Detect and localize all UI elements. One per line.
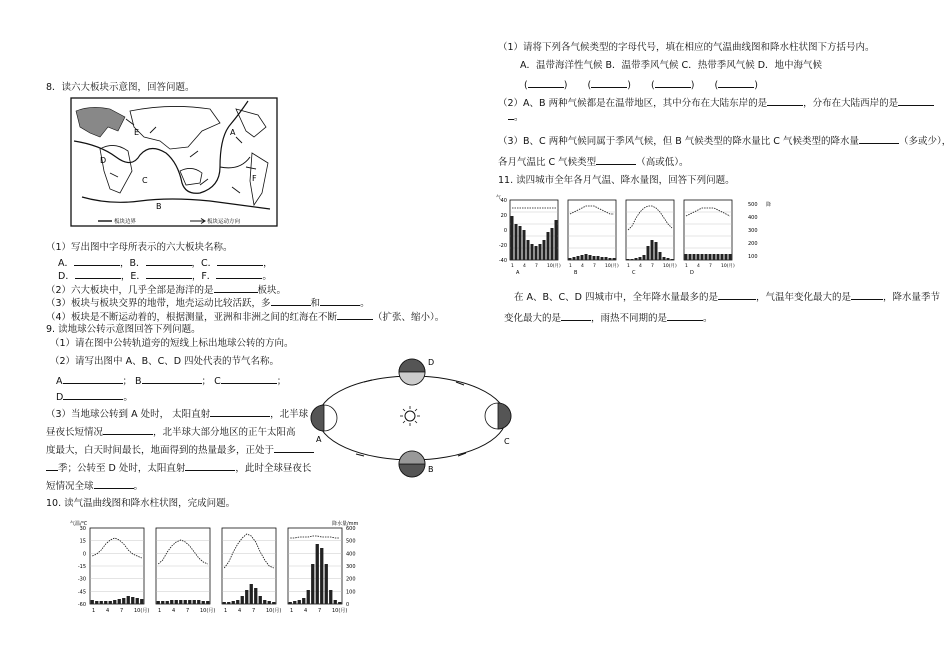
precip-bar	[127, 596, 130, 604]
orbit-label-B: B	[428, 465, 434, 474]
precip-bar	[721, 254, 724, 260]
precip-bar	[100, 601, 103, 604]
precip-bar	[627, 259, 630, 260]
precip-bar	[535, 246, 538, 260]
precip-bar	[685, 254, 688, 260]
precip-bar	[307, 590, 310, 604]
q9-s2: （2）请写出图中 A、B、C、D 四处代表的节气名称。	[50, 356, 280, 367]
precip-bar	[635, 258, 638, 260]
month-tick: 4	[106, 608, 110, 614]
month-tick: 4	[581, 264, 584, 269]
city-label: B	[574, 270, 578, 276]
month-tick: 7	[252, 608, 256, 614]
precip-bar	[651, 240, 654, 260]
temp-tick: -40	[498, 258, 507, 264]
orbit-label-C: C	[504, 437, 510, 446]
precip-bar	[531, 244, 534, 260]
precip-bar	[254, 588, 257, 604]
precip-bar	[157, 601, 160, 604]
temp-curve	[92, 538, 142, 558]
precip-bar	[667, 258, 670, 260]
blank[interactable]	[271, 296, 311, 306]
precip-bar	[95, 601, 98, 604]
axis-title-prec: 降	[766, 202, 772, 208]
month-tick: 10(月)	[332, 608, 348, 614]
precip-bar	[136, 598, 139, 604]
month-tick: 10(月)	[547, 264, 561, 269]
prec-tick: 400	[346, 551, 356, 558]
q9-s1: （1）请在图中公转轨道旁的短线上标出地球公转的方向。	[50, 338, 294, 349]
chart-panel	[568, 200, 616, 260]
precip-bar	[589, 255, 592, 260]
blank[interactable]	[63, 374, 123, 384]
precip-bar	[655, 242, 658, 260]
q8-title: 8．读六大板块示意图，回答问题。	[46, 82, 195, 93]
q9-title: 9. 读地球公转示意图回答下列问题。	[46, 324, 201, 335]
temp-tick: 20	[500, 213, 507, 219]
precip-bar	[302, 598, 305, 604]
precip-bar	[202, 601, 205, 604]
precip-bar	[539, 244, 542, 260]
precip-bar	[170, 600, 173, 604]
blank[interactable]	[337, 310, 373, 320]
q9-row-d: D 。	[56, 392, 133, 403]
earth-orbit-figure	[308, 352, 520, 484]
chart-panel	[684, 200, 732, 260]
precip-bar	[543, 240, 546, 260]
month-tick: 10(月)	[721, 264, 735, 269]
q8-row2: D． ，E． ，F． 。	[58, 271, 272, 282]
blank[interactable]	[851, 290, 883, 300]
precip-bar	[113, 600, 116, 604]
precip-bar	[511, 216, 514, 260]
month-tick: 1	[290, 608, 294, 614]
month-tick: 10(月)	[663, 264, 677, 269]
q10-s2-end: 。	[508, 110, 524, 124]
month-tick: 10(月)	[134, 608, 150, 614]
precip-bar	[581, 255, 584, 260]
precip-bar	[206, 601, 209, 604]
month-tick: 1	[569, 264, 572, 269]
map-label-C: C	[142, 176, 148, 185]
month-tick: 10(月)	[605, 264, 619, 269]
precip-bar	[122, 598, 125, 604]
q9-s3-line3: 度最大，白天时间最长，地面得到的热量最多，正处于	[46, 443, 314, 457]
precip-bar	[647, 246, 650, 260]
month-tick: 7	[318, 608, 322, 614]
q10-options: A．温带海洋性气候 B．温带季风气候 C．热带季风气候 D．地中海气候	[520, 60, 823, 71]
blank[interactable]	[217, 256, 263, 266]
q10-climate-charts	[70, 518, 362, 624]
precip-bar	[705, 254, 708, 260]
precip-bar	[717, 254, 720, 260]
axis-title-prec: 降水量/mm	[332, 521, 359, 527]
precip-bar	[334, 600, 337, 604]
prec-tick: 500	[748, 202, 758, 208]
precip-bar	[527, 240, 530, 260]
precip-bar	[713, 254, 716, 260]
precip-bar	[577, 256, 580, 260]
temp-tick: -20	[498, 243, 507, 249]
blank[interactable]	[859, 134, 899, 144]
precip-bar	[569, 258, 572, 260]
precip-bar	[227, 602, 230, 604]
precip-bar	[241, 596, 244, 604]
precip-bar	[605, 257, 608, 260]
precip-bar	[613, 258, 616, 260]
precip-bar	[250, 584, 253, 604]
q9-s3-line5: 短情况全球 。	[46, 481, 144, 492]
blank[interactable]	[216, 269, 262, 279]
legend-boundary: 板块边界	[114, 219, 137, 225]
prec-tick: 400	[748, 215, 758, 221]
temp-tick: 0	[503, 228, 507, 234]
precip-bar	[161, 601, 164, 604]
blank[interactable]	[94, 479, 134, 489]
precip-bar	[697, 254, 700, 260]
month-tick: 1	[685, 264, 688, 269]
axis-title-temp: 气温/℃	[70, 521, 88, 527]
month-tick: 1	[627, 264, 630, 269]
precip-bar	[585, 254, 588, 260]
q11-s1: 在 A、B、C、D 四城市中，全年降水量最多的是 ，气温年变化最大的是 ，降水量季节	[514, 292, 941, 303]
temp-tick: 15	[79, 538, 86, 545]
temp-curve	[628, 206, 672, 230]
q8-s3: （3）板块与板块交界的地带，地壳运动比较活跃，多 和 。	[46, 298, 370, 309]
q9-s3-line4: 季；公转至 D 处时，太阳直射 ，此时全球昼夜长	[46, 461, 311, 475]
blank[interactable]	[210, 407, 270, 417]
precip-bar	[179, 600, 182, 604]
plate-map-figure	[70, 97, 280, 233]
q9-s3-line2: 昼夜长短情况 ，北半球大部分地区的正午太阳高	[46, 427, 296, 438]
precip-bar	[166, 601, 169, 604]
month-tick: 4	[697, 264, 700, 269]
month-tick: 7	[120, 608, 124, 614]
q10-answer-parens: ( ) ( ) ( ) ( )	[524, 80, 758, 91]
prec-tick: 0	[346, 602, 350, 608]
precip-bar	[188, 600, 191, 604]
blank[interactable]	[146, 269, 192, 279]
precip-bar	[329, 590, 332, 604]
blank[interactable]	[74, 256, 120, 266]
blank[interactable]	[667, 311, 703, 321]
blank[interactable]	[221, 374, 277, 384]
precip-bar	[519, 226, 522, 260]
precip-bar	[663, 257, 666, 260]
blank[interactable]	[142, 374, 202, 384]
precip-bar	[245, 590, 248, 604]
precip-bar	[91, 600, 94, 604]
q10-s2: （2）A、B 两种气候都是在温带地区，其中分布在大陆东岸的是 ，分布在大陆西岸的是	[498, 96, 934, 110]
precip-bar	[109, 601, 112, 604]
precip-bar	[272, 602, 275, 604]
q11-title: 11. 读四城市全年各月气温、降水量图，回答下列问题。	[498, 175, 735, 186]
precip-bar	[523, 230, 526, 260]
precip-bar	[547, 232, 550, 260]
q10-s1: （1）请将下列各气候类型的字母代号，填在相应的气温曲线图和降水柱状图下方括号内。	[498, 42, 875, 53]
precip-bar	[175, 600, 178, 604]
temp-tick: -30	[77, 576, 86, 583]
precip-bar	[325, 564, 328, 604]
month-tick: 4	[172, 608, 176, 614]
map-label-F: F	[252, 174, 257, 183]
q10-title: 10. 读气温曲线图和降水柱状图，完成问题。	[46, 498, 236, 509]
month-tick: 7	[186, 608, 190, 614]
q8-s2: （2）六大板块中，几乎全部是海洋的是 板块。	[46, 285, 287, 296]
prec-tick: 200	[346, 576, 356, 583]
blank[interactable]	[214, 283, 258, 293]
temp-tick: 0	[82, 551, 86, 558]
precip-bar	[338, 602, 341, 604]
month-tick: 4	[238, 608, 242, 614]
precip-bar	[223, 602, 226, 604]
map-label-B: B	[156, 202, 162, 211]
temp-tick: -45	[77, 589, 86, 596]
blank[interactable]	[898, 96, 934, 106]
precip-bar	[184, 600, 187, 604]
blank[interactable]	[320, 296, 360, 306]
orbit-label-A: A	[316, 435, 322, 444]
precip-bar	[131, 597, 134, 604]
precip-bar	[193, 600, 196, 604]
precip-bar	[639, 257, 642, 260]
precip-bar	[555, 220, 558, 260]
blank[interactable]	[596, 155, 636, 165]
prec-tick: 100	[346, 589, 356, 596]
precip-bar	[597, 256, 600, 260]
q10-s3-cont: 各月气温比 C 气候类型 （高或低）。	[498, 157, 689, 168]
month-tick: 7	[651, 264, 654, 269]
temp-tick: 40	[500, 198, 507, 204]
month-tick: 7	[593, 264, 596, 269]
month-tick: 10(月)	[266, 608, 282, 614]
blank[interactable]	[63, 390, 123, 400]
precip-bar	[729, 254, 732, 260]
blank[interactable]	[718, 290, 756, 300]
map-label-E: E	[134, 128, 140, 137]
precip-bar	[289, 602, 292, 604]
prec-tick: 500	[346, 538, 356, 545]
precip-bar	[232, 601, 235, 604]
month-tick: 10(月)	[200, 608, 216, 614]
blank[interactable]	[561, 311, 591, 321]
month-tick: 7	[535, 264, 538, 269]
precip-bar	[709, 254, 712, 260]
precip-bar	[298, 600, 301, 604]
city-label: A	[516, 270, 520, 276]
map-label-A: A	[230, 128, 236, 137]
orbit-label-D: D	[428, 358, 435, 367]
city-label: C	[632, 270, 636, 276]
q11-s2: 变化最大的是 ，雨热不同期的是 。	[504, 313, 713, 324]
q8-row1: A． ，B． ，C． ，	[58, 258, 273, 269]
prec-tick: 600	[346, 526, 356, 532]
prec-tick: 300	[346, 564, 356, 570]
precip-bar	[551, 228, 554, 260]
q8-s1: （1）写出图中字母所表示的六大板块名称。	[46, 242, 233, 253]
precip-bar	[689, 254, 692, 260]
month-tick: 4	[304, 608, 308, 614]
precip-bar	[693, 254, 696, 260]
prec-tick: 200	[748, 241, 758, 247]
temp-curve	[570, 206, 614, 214]
blank[interactable]	[185, 461, 235, 471]
temp-tick: -15	[77, 564, 86, 570]
precip-bar	[631, 259, 634, 260]
blank[interactable]	[75, 269, 121, 279]
precip-bar	[593, 256, 596, 260]
precip-bar	[320, 548, 323, 604]
precip-bar	[118, 599, 121, 604]
blank[interactable]	[46, 461, 58, 471]
precip-bar	[725, 254, 728, 260]
q10-s3: （3）B、C 两种气候同属于季风气候，但 B 气候类型的降水量比 C 气候类型的降水量 （多或少），	[498, 136, 951, 147]
precip-bar	[197, 600, 200, 604]
blank[interactable]	[103, 425, 153, 435]
temp-tick: 30	[79, 526, 86, 532]
month-tick: 7	[709, 264, 712, 269]
precip-bar	[263, 600, 266, 604]
precip-bar	[643, 255, 646, 260]
blank[interactable]	[767, 96, 803, 106]
month-tick: 1	[158, 608, 162, 614]
axis-title-temp: 气	[496, 195, 502, 201]
precip-bar	[671, 259, 674, 260]
blank[interactable]	[146, 256, 192, 266]
month-tick: 1	[92, 608, 96, 614]
q9-row-abc: A ； B ； C ；	[56, 376, 287, 387]
month-tick: 4	[523, 264, 526, 269]
map-label-D: D	[100, 156, 107, 165]
precip-bar	[316, 544, 319, 604]
precip-bar	[259, 596, 262, 604]
precip-bar	[701, 254, 704, 260]
month-tick: 4	[639, 264, 642, 269]
legend-direction: 板块运动方向	[207, 219, 241, 225]
q11-climate-charts	[494, 194, 770, 282]
precip-bar	[140, 599, 143, 604]
precip-bar	[609, 258, 612, 260]
precip-bar	[293, 601, 296, 604]
precip-bar	[601, 257, 604, 260]
q9-s3-line1: （3）当地球公转到 A 处时， 太阳直射 ，北半球	[46, 409, 309, 420]
month-tick: 1	[224, 608, 228, 614]
prec-tick: 100	[748, 254, 758, 260]
temp-tick: -60	[77, 602, 86, 608]
precip-bar	[515, 224, 518, 260]
month-tick: 1	[511, 264, 514, 269]
prec-tick: 300	[748, 228, 758, 234]
precip-bar	[104, 601, 107, 604]
precip-bar	[659, 252, 662, 260]
temp-curve	[158, 540, 208, 564]
precip-bar	[573, 257, 576, 260]
temp-curve	[224, 534, 274, 568]
precip-bar	[268, 601, 271, 604]
precip-bar	[311, 564, 314, 604]
city-label: D	[690, 270, 694, 276]
precip-bar	[236, 600, 239, 604]
q8-s4: （4）板块是不断运动着的，根据测量，亚洲和非洲之间的红海在不断 （扩张、缩小）。	[46, 312, 445, 323]
temp-curve	[290, 536, 340, 538]
chart-panel	[626, 200, 674, 260]
